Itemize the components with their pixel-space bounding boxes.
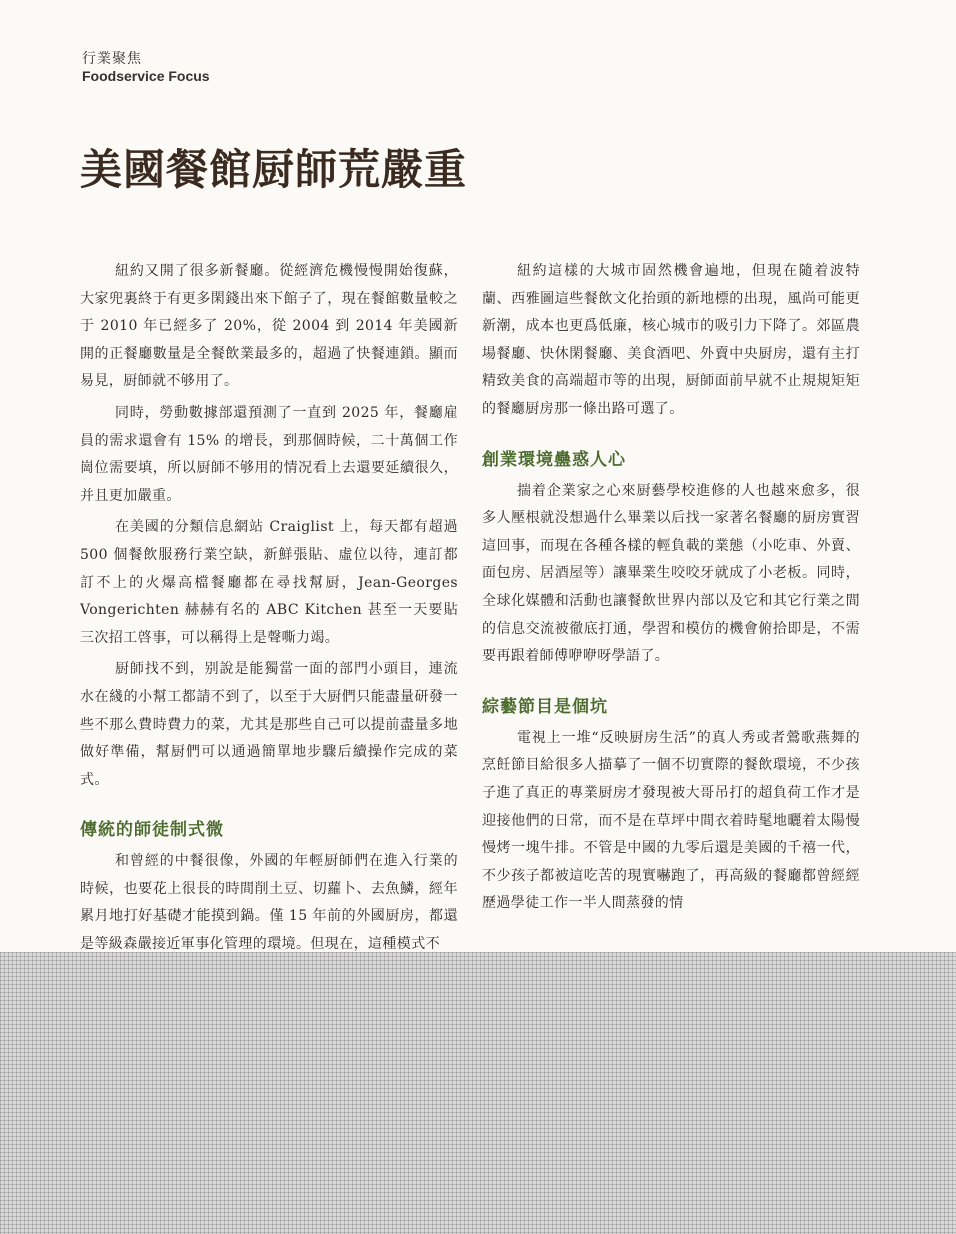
right-column bbox=[482, 258, 860, 922]
section-header bbox=[82, 50, 210, 85]
section-heading: 創業環境蠱惑人心 bbox=[482, 449, 626, 470]
paragraph: 和曾經的中餐很像，外國的年輕厨師們在進入行業的時候，也要花上很長的時間削土豆、切蘿卜、去魚鱗，經年累月地打好基礎才能摸到鍋。僅 15 年前的外國厨房，都還是等級森嚴接近軍事化管理的環境。但現在，這種模式不 bbox=[80, 853, 458, 953]
section-label-zh: 行業聚焦 bbox=[82, 51, 142, 67]
paragraph: 紐約又開了很多新餐廳。從經濟危機慢慢開始復蘇，大家兜裏終于有更多閑錢出來下館子了，現在餐館數量較之于 2010 年已經多了 20%，從 2004 到 2014 年美國新開的正餐廳數量是全餐飲業最多的，超過了快餐連鎖。顯而易見，厨師就不够用了。 bbox=[80, 263, 458, 390]
paragraph: 厨師找不到，别說是能獨當一面的部門小頭目，連流水在綫的小幫工都請不到了，以至于大厨們只能盡量研發一些不那么費時費力的菜，尤其是那些自己可以提前盡量多地做好準備，幫厨們可以通過簡單地步驟后續操作完成的菜式。 bbox=[80, 661, 458, 788]
paragraph: 紐約這樣的大城市固然機會遍地，但現在隨着波特蘭、西雅圖這些餐飲文化抬頭的新地標的出現，風尚可能更新潮，成本也更爲低廉，核心城市的吸引力下降了。郊區農場餐廳、快休閑餐廳、美食酒吧、外賣中央厨房，還有主打精致美食的高端超市等的出現，厨師面前早就不止規規矩矩的餐廳厨房那一條出路可選了。 bbox=[482, 263, 860, 417]
section-label-en: Foodservice Focus bbox=[82, 68, 210, 84]
section-heading: 傳統的師徒制式微 bbox=[80, 820, 224, 841]
section-heading: 綜藝節目是個坑 bbox=[482, 696, 608, 717]
redaction-overlay bbox=[0, 952, 956, 1234]
left-column bbox=[80, 258, 458, 963]
paragraph: 同時，勞動數據部還預測了一直到 2025 年，餐廳雇員的需求還會有 15% 的增長，到那個時候，二十萬個工作崗位需要填，所以厨師不够用的情况看上去還要延續很久，并且更加嚴重。 bbox=[80, 404, 458, 504]
article-title: 美國餐館厨師荒嚴重 bbox=[80, 145, 468, 194]
paragraph: 在美國的分類信息網站 Craiglist 上，每天都有超過 500 個餐飲服務行業空缺，新鮮張貼、虛位以待，連訂都訂不上的火爆高檔餐廳都在尋找幫厨，Jean-Georges Vongerichten 赫赫有名的 ABC Kitchen 甚至一天要貼三次招工啓事，可以稱得上是聲嘶力竭。 bbox=[80, 519, 458, 646]
paragraph: 揣着企業家之心來厨藝學校進修的人也越來愈多，很多人壓根就没想過什么畢業以后找一家著名餐廳的厨房實習這回事，而現在各種各樣的輕負載的業態（小吃車、外賣、面包房、居酒屋等）讓畢業生咬咬牙就成了小老板。同時，全球化媒體和活動也讓餐飲世界内部以及它和其它行業之間的信息交流被徹底打通，學習和模仿的機會俯拾即是，不需要再跟着師傅咿咿呀學語了。 bbox=[482, 482, 860, 665]
paragraph: 電視上一堆“反映厨房生活”的真人秀或者鶯歌燕舞的烹飪節目給很多人描摹了一個不切實際的餐飲環境，不少孩子進了真正的專業厨房才發現被大哥吊打的超負荷工作才是迎接他們的日常，而不是在草坪中間衣着時髦地曬着太陽慢慢烤一塊牛排。不管是中國的九零后還是美國的千禧一代，不少孩子都被這吃苦的現實嚇跑了，再高級的餐廳都曾經經歷過學徒工作一半人間蒸發的情 bbox=[482, 729, 860, 912]
